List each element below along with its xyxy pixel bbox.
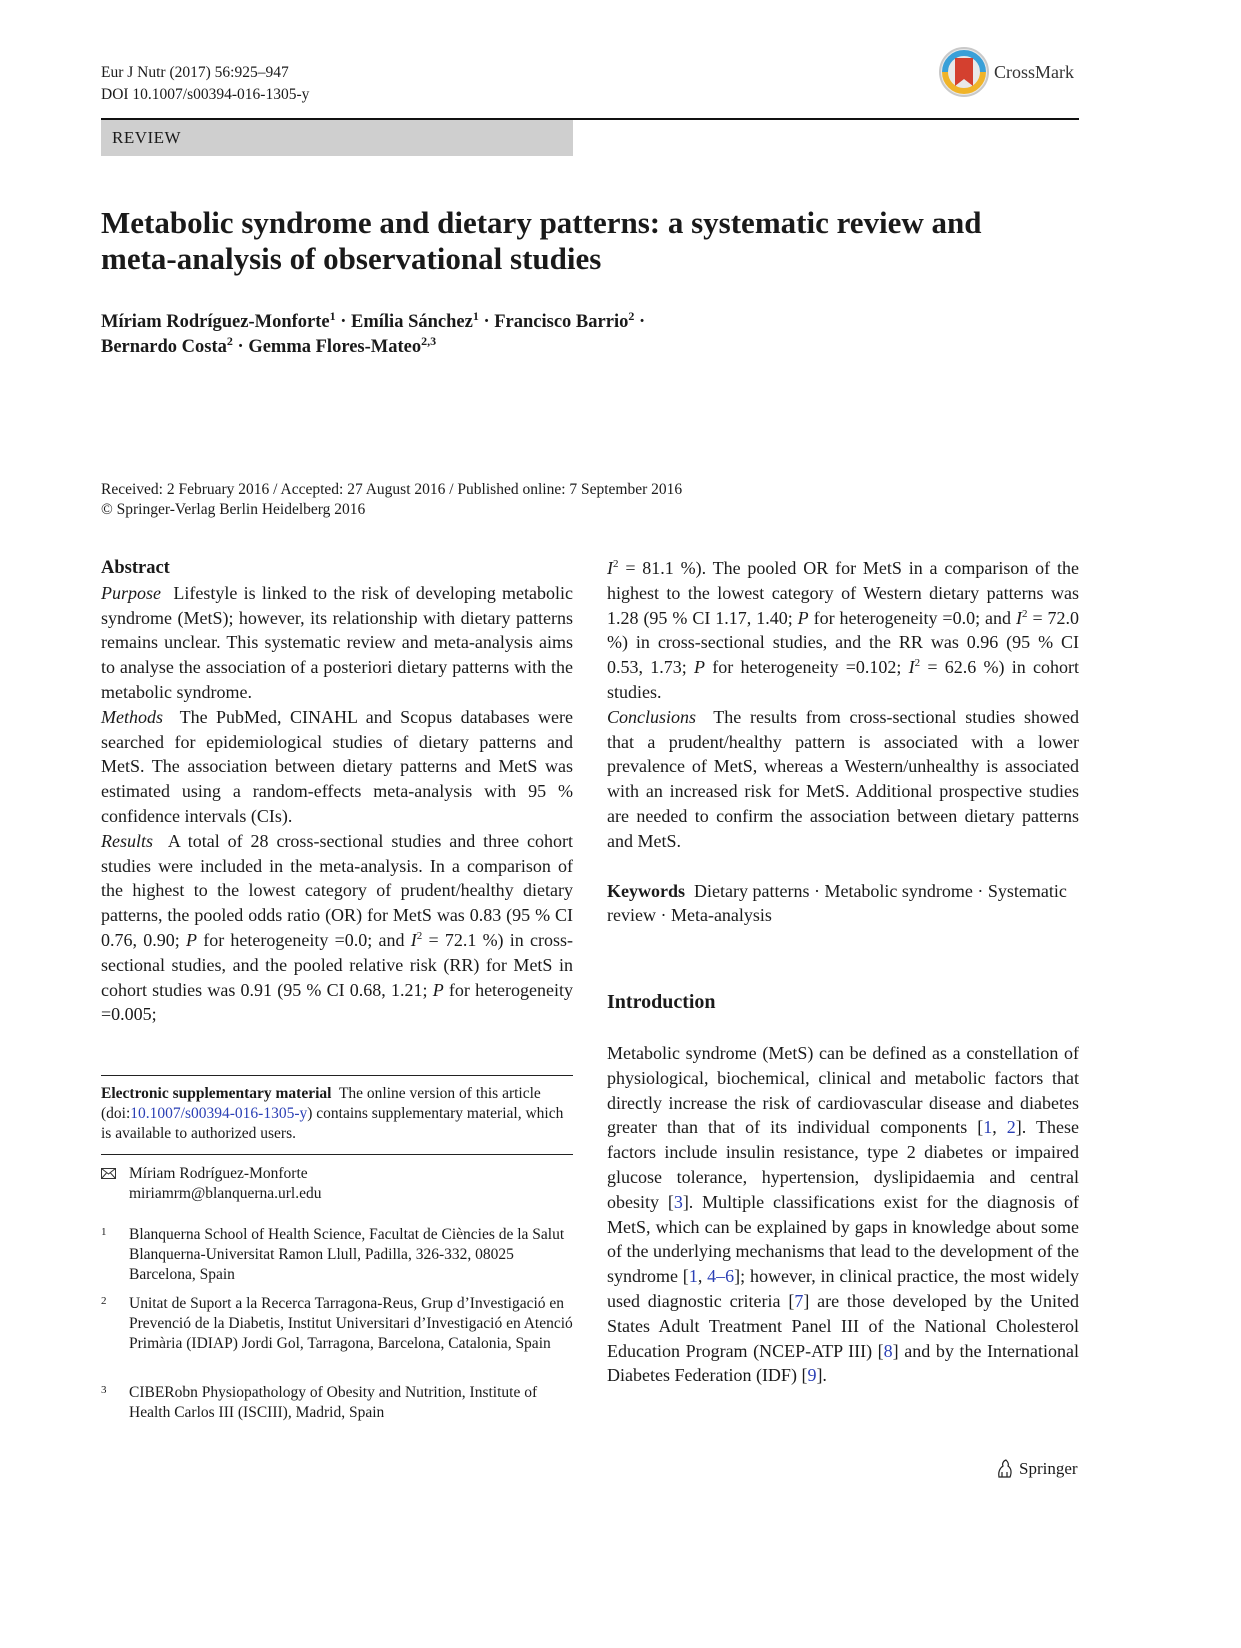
intro-text: ] are those developed by the United States Adult Treatment Panel III of the National Cholesterol Education Program (NCEP-ATP III) [ <box>607 1290 1079 1361</box>
intro-text: ]. Multiple classifications exist for the diagnosis of MetS, which can be explained by gaps in knowledge about some of the underlying mechanisms that lead to the development of the syndrome [ <box>607 1191 1079 1287</box>
section-label: REVIEW <box>112 128 182 147</box>
introduction-heading: Introduction <box>607 991 716 1014</box>
citation-link[interactable]: 8 <box>883 1340 893 1361</box>
esm-text: The online version of this article (doi: <box>101 1085 541 1122</box>
footnote-divider <box>101 1075 573 1076</box>
p-symbol: P <box>694 657 706 678</box>
abstract-purpose <box>101 581 573 705</box>
crossmark-badge[interactable] <box>938 46 1074 98</box>
article-title: Metabolic syndrome and dietary patterns: a systematic review and meta-analysis of observational studies <box>101 205 982 276</box>
author-affiliation-mark: 2 <box>226 333 233 348</box>
intro-text: ] and by the International Diabetes Federation (IDF) [ <box>607 1340 1079 1386</box>
affiliation-number: 1 <box>101 1226 107 1238</box>
crossmark-icon <box>938 46 990 98</box>
publication-history <box>101 480 682 520</box>
envelope-icon <box>101 1168 116 1179</box>
squared-mark: 2 <box>914 657 921 670</box>
author-affiliation-mark: 1 <box>329 308 336 323</box>
citation-link[interactable]: 4–6 <box>707 1266 735 1287</box>
intro-text: ]; however, in clinical practice, the most widely used diagnostic criteria [ <box>607 1266 1080 1311</box>
i-symbol: I <box>1015 607 1022 628</box>
intro-text: ]. These factors include insulin resistance, type 2 diabetes or impaired glucose tolerance, hypertension, dyslipidaemia and central obesity [ <box>607 1117 1079 1212</box>
results-text: A total of 28 cross-sectional studies and three cohort studies were included in the meta-analysis. In a comparison of the highest to the lowest category of prudent/healthy dietary patterns, the pooled odds ratio (OR) for MetS was 0.83 (95 % CI 0.76, 0.90; <box>101 830 573 950</box>
i-symbol: I <box>410 929 417 950</box>
abstract-results-continued <box>607 556 1079 705</box>
article-doi: DOI 10.1007/s00394-016-1305-y <box>101 86 310 103</box>
p-symbol: P <box>185 929 197 950</box>
affiliation <box>101 1225 573 1284</box>
results-text: for heterogeneity =0.0; and <box>813 607 1012 628</box>
affiliation <box>101 1294 573 1353</box>
purpose-label: Purpose <box>101 582 161 603</box>
affiliation <box>101 1383 573 1423</box>
citation-link[interactable]: 1 <box>983 1117 993 1138</box>
i-symbol: I <box>908 657 915 678</box>
intro-text: ]. <box>816 1365 827 1386</box>
author-affiliation-mark: 1 <box>472 308 479 323</box>
purpose-text: Lifestyle is linked to the risk of developing metabolic syndrome (MetS); however, its relationship with dietary patterns remains unclear. This systematic review and meta-analysis aims to analyse the association of a posteriori dietary patterns with the metabolic syndrome. <box>101 582 573 702</box>
conclusions-label: Conclusions <box>607 706 697 727</box>
results-text: for heterogeneity =0.005; <box>101 979 574 1025</box>
author-name[interactable]: Míriam Rodríguez-Monforte <box>101 312 330 332</box>
introduction-paragraph: Metabolic syndrome (MetS) can be defined as a constellation of physiological, biochemical, clinical and metabolic factors that directly increase the risk of cardiovascular disease and diabetes greater than that of its individual components [1, 2]. These factors include insulin resistance, type 2 diabetes or impaired glucose tolerance, hypertension, dyslipidaemia and central obesity [3]. Multiple classifications exist for the diagnosis of MetS, which can be explained by gaps in knowledge about some of the underlying mechanisms that lead to the development of the syndrome [1, 4–6]; however, in clinical practice, the most widely used diagnostic criteria [7] are those developed by the United States Adult Treatment Panel III of the National Cholesterol Education Program (NCEP-ATP III) [8] and by the International Diabetes Federation (IDF) [9]. <box>607 1042 1080 1386</box>
conclusions-text: The results from cross-sectional studies showed that a prudent/healthy pattern is associated with a lower prevalence of MetS, whereas a Western/unhealthy is associated with an increased risk for MetS. Additional prospective studies are needed to confirm the association between dietary patterns and MetS. <box>607 706 1079 851</box>
squared-mark: 2 <box>613 558 619 570</box>
author-list: Míriam Rodríguez-Monforte$^1$ · Emília Sánchez$^1$ · Francisco Barrio$^2$ · Bernardo Costa$^2$ · Gemma Flores-Mateo$^{2,3}$ <box>101 308 646 357</box>
keywords-text: Dietary patterns · Metabolic syndrome · Systematic review · Meta-analysis <box>607 880 1067 926</box>
results-text: for heterogeneity =0.102; <box>712 657 902 678</box>
dates-line: Received: 2 February 2016 / Accepted: 27 August 2016 / Published online: 7 September 2016 <box>101 481 683 498</box>
results-text: = 62.6 %) in cohort studies. <box>607 657 1079 702</box>
results-text: = 72.1 %) in cross-sectional studies, and the pooled relative risk (RR) for MetS in cohort studies was 0.91 (95 % CI 0.68, 1.21; <box>101 929 573 1000</box>
results-label: Results <box>101 830 153 851</box>
methods-label: Methods <box>101 706 163 727</box>
citation-link[interactable]: 1 <box>688 1266 698 1287</box>
author-name[interactable]: Gemma Flores-Mateo <box>248 337 422 357</box>
intro-text: Metabolic syndrome (MetS) can be defined as a constellation of physiological, biochemical, clinical and metabolic factors that directly increase the risk of cardiovascular disease and diabetes greater than that of its individual components [ <box>607 1042 1079 1138</box>
author-affiliation-mark: 2,3 <box>421 333 437 348</box>
p-symbol: P <box>797 607 809 628</box>
footnote-divider <box>101 1154 573 1155</box>
squared-mark: 2 <box>1021 607 1028 620</box>
publisher-logo <box>996 1459 1078 1479</box>
abstract-methods <box>101 705 573 829</box>
squared-mark: 2 <box>416 929 423 942</box>
author-name[interactable]: Emília Sánchez <box>351 312 473 332</box>
affiliation-number: 2 <box>101 1295 107 1307</box>
esm-text: ) contains supplementary material, which is available to authorized users. <box>101 1104 564 1142</box>
affiliation-text: Blanquerna School of Health Science, Facultat de Ciències de la Salut Blanquerna-Universitat Ramon Llull, Padilla, 326-332, 08025 Barcelona, Spain <box>129 1226 565 1283</box>
results-text: = 72.0 %) in cross-sectional studies, and the RR was 0.96 (95 % CI 0.53, 1.73; <box>607 607 1080 678</box>
journal-reference <box>101 62 309 106</box>
author-name[interactable]: Bernardo Costa <box>101 337 227 357</box>
affiliation-text: Unitat de Suport a la Recerca Tarragona-Reus, Grup d’Investigació en Prevenció de la Diabetis, Institut Universitari d’Investigació en Atenció Primària (IDIAP) Jordi Gol, Tarragona, Barcelona, Catalonia, Spain <box>129 1295 573 1352</box>
results-text: = 81.1 %). The pooled OR for MetS in a comparison of the highest to the lowest category of Western dietary patterns was 1.28 (95 % CI 1.17, 1.40; <box>607 558 1079 628</box>
right-column <box>607 556 1079 1388</box>
author-name[interactable]: Francisco Barrio <box>494 312 629 332</box>
esm-doi-link[interactable]: 10.1007/s00394-016-1305-y <box>130 1104 308 1122</box>
citation-link[interactable]: 3 <box>673 1191 683 1212</box>
esm-label: Electronic supplementary material <box>101 1085 332 1102</box>
journal-citation: Eur J Nutr (2017) 56:925–947 <box>101 64 289 81</box>
abstract-heading: Abstract <box>101 558 170 578</box>
copyright-line: © Springer-Verlag Berlin Heidelberg 2016 <box>101 501 366 518</box>
p-symbol: P <box>432 979 444 1000</box>
methods-text: The PubMed, CINAHL and Scopus databases were searched for epidemiological studies of dietary patterns and MetS. The association between dietary patterns and MetS was estimated using a random-effects meta-analysis with 95 % confidence intervals (CIs). <box>101 706 573 826</box>
keywords <box>607 879 1079 929</box>
i-symbol: I <box>607 558 613 578</box>
correspondence <box>101 1164 573 1204</box>
keywords-label: Keywords <box>607 880 685 901</box>
correspondence-name: Míriam Rodríguez-Monforte <box>129 1165 308 1182</box>
affiliation-number: 3 <box>101 1384 107 1396</box>
supplementary-note <box>101 1084 573 1143</box>
citation-link[interactable]: 7 <box>794 1290 804 1311</box>
results-text: for heterogeneity =0.0; and <box>203 929 405 950</box>
abstract-results <box>101 829 573 1027</box>
author-affiliation-mark: 2 <box>628 308 635 323</box>
crossmark-label: CrossMark <box>994 61 1074 82</box>
publisher-name: Springer <box>1019 1459 1078 1478</box>
affiliation-text: CIBERobn Physiopathology of Obesity and Nutrition, Institute of Health Carlos III (ISCIII), Madrid, Spain <box>129 1384 538 1421</box>
left-column <box>101 556 573 1027</box>
springer-logo-icon <box>996 1459 1014 1479</box>
abstract-conclusions <box>607 705 1079 854</box>
citation-link[interactable]: 9 <box>807 1365 817 1386</box>
citation-link[interactable]: 2 <box>1006 1117 1016 1138</box>
correspondence-email[interactable]: miriamrm@blanquerna.url.edu <box>129 1184 322 1202</box>
